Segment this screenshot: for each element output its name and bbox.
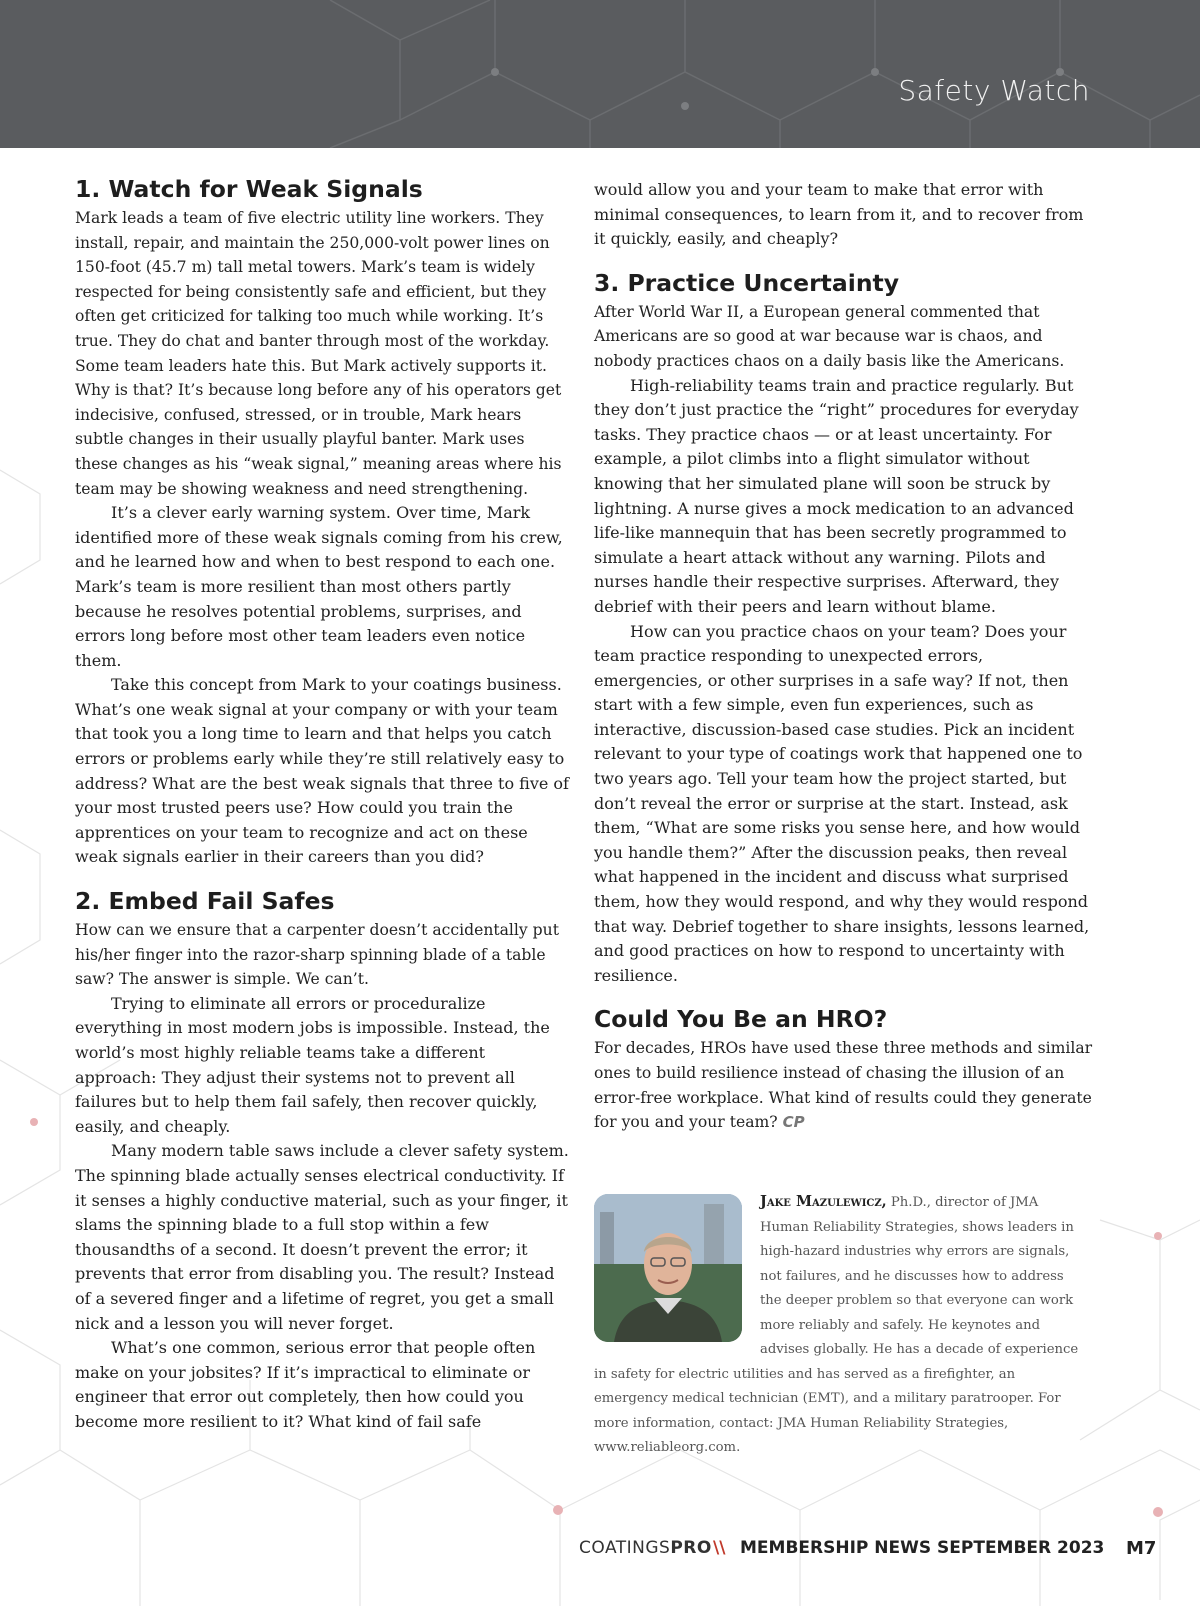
paragraph: It’s a clever early warning system. Over time, Mark identified more of these weak signals coming from his crew, and he learned how and when to best respond to each one. Mark’s team is more resilient than most others partly because he resolves potential problems, surprises, and errors long before most other team leaders even notice them. bbox=[75, 503, 563, 670]
paragraph: How can we ensure that a carpenter doesn’t accidentally put his/her finger into the razor-sharp spinning blade of a table saw? The answer is simple. We can’t. bbox=[75, 921, 559, 989]
article-left-column bbox=[75, 174, 570, 1435]
section-heading-fail-safes: 2. Embed Fail Safes bbox=[75, 887, 335, 916]
end-mark: CP bbox=[782, 1113, 805, 1132]
section-heading-weak-signals: 1. Watch for Weak Signals bbox=[75, 175, 423, 203]
paragraph: would allow you and your team to make that error with minimal consequences, to learn from it, and to recover from it quickly, easily, and cheaply? bbox=[594, 180, 1084, 249]
paragraph: Trying to eliminate all errors or proceduralize everything in most modern jobs is impossible. Instead, the world’s most highly reliable teams take a different approach: They adjust their systems not to prevent all failures but to help them fail safely, then recover quickly, easily, and cheaply. bbox=[75, 993, 550, 1136]
paragraph: Many modern table saws include a clever safety system. The spinning blade actually senses electrical conductivity. If it senses a highly conductive material, such as your finger, it slams the spinning blade to a full stop within a few thousandths of a second. It doesn’t prevent the error; it prevents that error from disabling you. The result? Instead of a severed finger and a lifetime of regret, you get a small nick and a lesson you will never forget. bbox=[75, 1141, 569, 1333]
magazine-brand bbox=[579, 1538, 712, 1558]
section-heading-practice-uncertainty: 3. Practice Uncertainty bbox=[594, 268, 900, 297]
paragraph: After World War II, a European general commented that Americans are so good at war because war is chaos, and nobody practices chaos on a daily basis like the Americans. bbox=[594, 302, 1065, 370]
page-number: M7 bbox=[1126, 1538, 1157, 1559]
section-heading-hro: Could You Be an HRO? bbox=[594, 1005, 888, 1034]
author-bio-text: Ph.D., director of JMA Human Reliability Strategies, shows leaders in high-hazard industries why errors are signals, not failures, and he discusses how to address the deeper problem so that everyone can work more reliably and safely. He keynotes and advises globally. He has a decade of experience in safety for electric utilities and has served as a firefighter, an emergency medical technician (EMT), and a military paratrooper. For more information, contact: JMA Human Reliability Strategies, www.reliableorg.com. bbox=[594, 1195, 1079, 1455]
header-band bbox=[0, 0, 1200, 148]
paragraph: What’s one common, serious error that people often make on your jobsites? If it’s impractical to eliminate or engineer that error out completely, then how could you become more resilient to it? What kind of fail safe bbox=[75, 1338, 536, 1431]
paragraph: High-reliability teams train and practice regularly. But they don’t just practice the “right” procedures for everyday tasks. They practice chaos — or at least uncertainty. For example, a pilot climbs into a flight simulator without knowing that her simulated plane will soon be struck by lightning. A nurse gives a mock medication to an advanced life-like mannequin that has been secretly programmed to simulate a heart attack without any warning. Pilots and nurses handle their respective surprises. Afterward, they debrief with their peers and learn without blame. bbox=[594, 375, 1079, 616]
paragraph: Mark leads a team of five electric utility line workers. They install, repair, and maintain the 250,000-volt power lines on 150-foot (45.7 m) tall metal towers. Mark’s team is widely respected for being consistently safe and efficient, but they often get criticized for talking too much while working. It’s true. They do chat and banter through most of the workday. Some team leaders hate this. But Mark actively supports it. Why is that? It’s because long before any of his operators get indecisive, confused, stressed, or in trouble, Mark hears subtle changes in their usually playful banter. Mark uses these changes as his “weak signal,” meaning areas where his team may be showing weakness and need strengthening. bbox=[75, 209, 562, 498]
author-portrait-image bbox=[594, 1194, 742, 1342]
brand-light: COATINGS bbox=[579, 1538, 671, 1558]
page-footer bbox=[0, 1538, 1200, 1568]
author-bio bbox=[594, 1190, 1089, 1461]
paragraph bbox=[594, 1036, 1094, 1134]
hro-paragraph-text: For decades, HROs have used these three methods and similar ones to build resilience instead of chasing the illusion of an error-free workplace. What kind of results could they generate for you and your team? bbox=[594, 1039, 1093, 1132]
brand-bold: PRO bbox=[670, 1538, 712, 1558]
paragraph: How can you practice chaos on your team? Does your team practice responding to unexpected errors, emergencies, or other surprises in a safe way? If not, then start with a few simple, even fun experiences, such as interactive, discussion-based case studies. Pick an incident relevant to your type of coatings work that happened one to two years ago. Tell your team how the project started, but don’t reveal the error or surprise at the start. Instead, ask them, “What are some risks you sense here, and how would you handle them?” After the discussion peaks, then reveal what happened in the incident and discuss what surprised them, how they would respond, and why they would respond that way. Debrief together to share insights, lessons learned, and good practices on how to respond to uncertainty with resilience. bbox=[594, 621, 1090, 985]
author-photo bbox=[594, 1194, 742, 1342]
article-right-column bbox=[594, 178, 1094, 1135]
footer-separator: \\ bbox=[713, 1538, 726, 1558]
issue-label: MEMBERSHIP NEWS SEPTEMBER 2023 bbox=[740, 1538, 1105, 1558]
paragraph: Take this concept from Mark to your coatings business. What’s one weak signal at your company or with your team that took you a long time to learn and that helps you catch errors or problems early while they’re still relatively easy to address? What are the best weak signals that three to five of your most trusted peers use? How could you train the apprentices on your team to recognize and act on these weak signals earlier in their careers than you did? bbox=[75, 675, 569, 867]
section-label: Safety Watch bbox=[898, 74, 1090, 107]
author-name: Jake Mazulewicz, bbox=[760, 1193, 887, 1210]
